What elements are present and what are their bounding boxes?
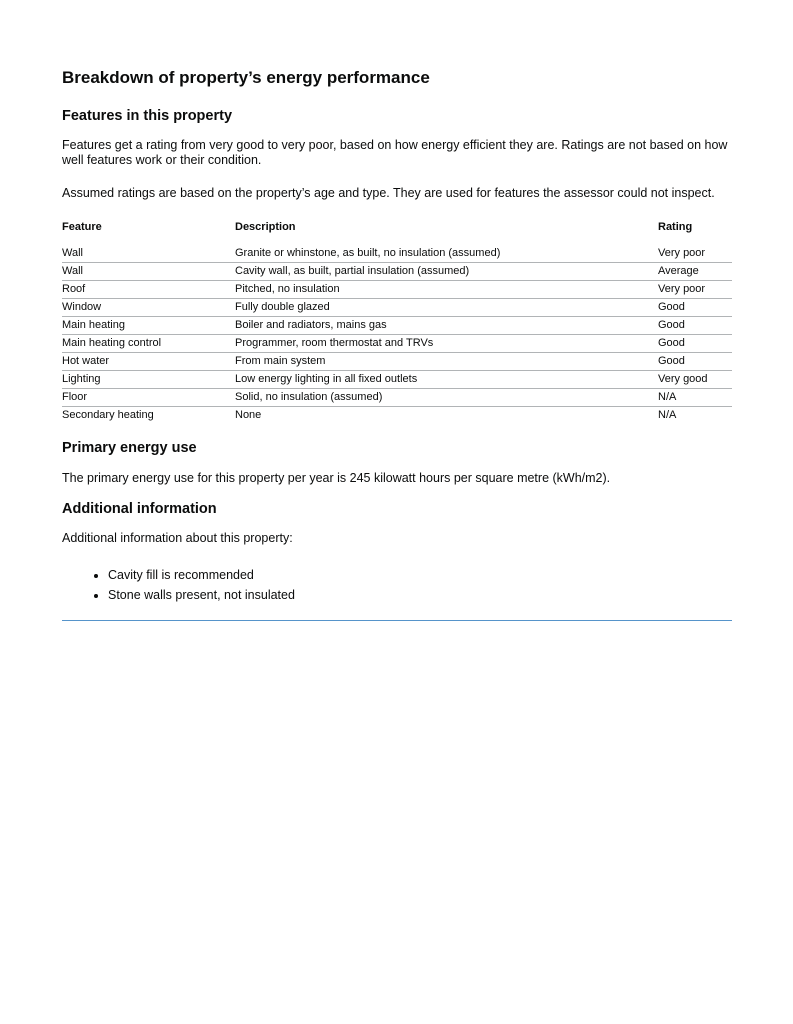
cell-rating: Very poor (658, 245, 732, 263)
table-row (62, 298, 732, 316)
additional-info-list (62, 565, 732, 605)
cell-feature: Floor (62, 388, 235, 406)
table-row (62, 316, 732, 334)
cell-description: Pitched, no insulation (235, 280, 658, 298)
cell-description: Cavity wall, as built, partial insulation (assumed) (235, 262, 658, 280)
cell-feature: Roof (62, 280, 235, 298)
list-item: • Stone walls present, not insulated (108, 585, 732, 605)
cell-feature: Main heating control (62, 334, 235, 352)
cell-description: Solid, no insulation (assumed) (235, 388, 658, 406)
additional-info-heading: Additional information (62, 501, 217, 517)
cell-description: Fully double glazed (235, 298, 658, 316)
cell-description: From main system (235, 352, 658, 370)
cell-rating: N/A (658, 408, 677, 421)
list-item: • Cavity fill is recommended (108, 565, 732, 585)
cell-description: Granite or whinstone, as built, no insulation (assumed) (235, 245, 658, 263)
features-table (62, 221, 732, 424)
cell-feature: Main heating (62, 316, 235, 334)
table-row (62, 370, 732, 388)
features-heading: Features in this property (62, 108, 233, 124)
features-intro-ratings: Features get a rating from very good to very poor, based on how energy efficient they are. Ratings are not based on how well features work or their condition. (62, 138, 728, 167)
cell-rating: Good (658, 298, 732, 316)
table-row (62, 262, 732, 280)
cell-feature: Secondary heating (62, 408, 154, 421)
column-header-feature: Feature (62, 220, 102, 233)
page-title: Breakdown of property’s energy performance (62, 68, 430, 87)
table-row (62, 334, 732, 352)
energy-performance-breakdown (62, 66, 732, 621)
cell-rating: Very poor (658, 280, 732, 298)
cell-description: Programmer, room thermostat and TRVs (235, 334, 658, 352)
cell-rating: Good (658, 316, 732, 334)
features-intro-assumed: Assumed ratings are based on the property’s age and type. They are used for features the assessor could not inspect. (62, 186, 715, 200)
table-row (62, 280, 732, 298)
cell-description: Boiler and radiators, mains gas (235, 316, 658, 334)
cell-feature: Hot water (62, 352, 235, 370)
cell-description: None (235, 408, 262, 421)
table-row (62, 245, 732, 263)
table-row (62, 388, 732, 406)
cell-description: Low energy lighting in all fixed outlets (235, 370, 658, 388)
cell-rating: N/A (658, 388, 732, 406)
cell-feature: Wall (62, 262, 235, 280)
primary-energy-heading: Primary energy use (62, 439, 197, 456)
cell-rating: Very good (658, 370, 732, 388)
cell-rating: Good (658, 334, 732, 352)
additional-info-intro: Additional information about this property: (62, 531, 293, 545)
cell-rating: Average (658, 262, 732, 280)
section-divider (62, 620, 732, 621)
table-header-row (62, 221, 732, 245)
cell-feature: Wall (62, 245, 235, 263)
column-header-description: Description (235, 220, 296, 233)
cell-feature: Lighting (62, 370, 235, 388)
cell-feature: Window (62, 298, 235, 316)
primary-energy-text: The primary energy use for this property per year is 245 kilowatt hours per square metre (kWh/m2). (62, 470, 611, 485)
column-header-rating: Rating (658, 220, 693, 233)
table-row (62, 406, 732, 424)
table-row (62, 352, 732, 370)
cell-rating: Good (658, 352, 732, 370)
